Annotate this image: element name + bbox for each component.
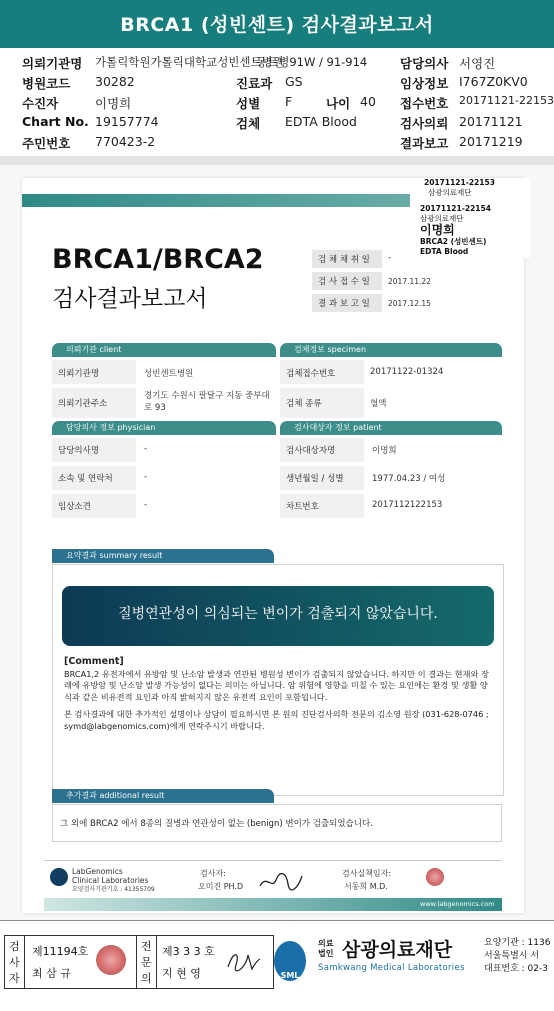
director-seal-icon [426, 868, 444, 886]
physician-key: 담당의사명 [58, 446, 100, 456]
physician-section-header [52, 421, 276, 435]
meta-key: 검사의뢰 [400, 116, 449, 131]
specimen-section-title: 검체정보 specimen [294, 345, 367, 354]
website: www.labgenomics.com [420, 900, 495, 908]
patient-value: 1977.04.23 / 여성 [372, 474, 446, 484]
physician-section-title: 담당의사 정보 physician [66, 423, 156, 432]
client-value: 경기도 수원시 팔달구 지동 중부대로 93 [144, 391, 270, 413]
meta-value: 20171219 [459, 134, 523, 149]
meta-ward: 동트병91W / 91-914 [256, 55, 368, 69]
sticker-name: 이명희 [420, 223, 455, 237]
org-info-line: 서울특별시 서 [484, 951, 540, 961]
physician-key: 임상소견 [58, 502, 91, 512]
meta-value: GS [285, 74, 303, 89]
org-info-line: 요양기관 : 1136 [484, 938, 551, 948]
physician-value: - [144, 500, 148, 510]
meta-table [0, 48, 554, 156]
director-name: 서동희 M.D. [344, 882, 388, 891]
label-char: 의 [141, 972, 152, 985]
meta-value: 이명희 [95, 96, 132, 111]
org-prefix [318, 939, 333, 959]
client-key: 의뢰기관명 [58, 369, 100, 379]
separator [0, 156, 554, 165]
meta-value: F [285, 94, 293, 109]
org-name: 삼광의료재단 [342, 939, 453, 961]
comment-paragraph: BRCA1,2 유전자에서 유방암 및 난소암 발생과 연관된 병원성 변이가 검출되지 않았습니다. 하지만 이 결과는 현재와 장래에 유방암 및 난소암 발생 가능성이 없다는 의미는 아닙니다. 암 위험에 영향을 미칠 수 있는 요인에는 환경 및 생활 양식과 같은 비유전적 요인과 아직 밝혀지지 않은 유전적 요인이 포함됩니다. [64, 668, 489, 702]
sticker-line: 20171121-22154 [420, 204, 491, 213]
org-name-en: Samkwang Medical Laboratories [318, 963, 465, 973]
specimen-value: 20171122-01324 [370, 367, 444, 377]
meta-key: 임상정보 [400, 76, 449, 91]
meta-key: 검체 [236, 116, 261, 131]
meta-key: 진료과 [236, 76, 273, 91]
comment-block [64, 656, 494, 732]
specimen-key: 검체 종류 [286, 399, 322, 409]
examiner-license: 제11194호 [32, 945, 89, 958]
additional-section-header [52, 789, 274, 803]
label-char: 문 [141, 956, 152, 969]
sml-logo-text: SML [280, 971, 300, 980]
meta-value: 가톨릭학원가톨릭대학교성빈센트병원 [95, 55, 284, 69]
meta-key: 주민번호 [22, 136, 71, 151]
patient-key: 차트번호 [286, 502, 319, 512]
patient-key: 생년월일 / 성별 [286, 474, 344, 484]
org-prefix-1: 의료 [318, 939, 334, 948]
meta-value: 20171121 [459, 114, 523, 129]
divider [136, 935, 137, 989]
specimen-value: 혈액 [370, 399, 387, 409]
meta-value: 30282 [95, 74, 135, 89]
date-key: 검 사 접 수 일 [318, 277, 370, 287]
date-key: 결 과 보 고 일 [318, 299, 370, 309]
meta-key: 담당의사 [400, 56, 449, 71]
lab-name-sub: Clinical Laboratories [72, 876, 149, 885]
meta-value: 서영진 [459, 56, 496, 71]
meta-key: 접수번호 [400, 96, 449, 111]
comment-title: [Comment] [64, 656, 124, 667]
date-value: - [388, 253, 392, 263]
org-info-line: 대표번호 : 02-3 [484, 964, 548, 974]
client-section-title: 의뢰기관 client [66, 345, 122, 354]
meta-key: Chart No. [22, 114, 89, 129]
physician-key: 소속 및 연락처 [58, 474, 113, 484]
additional-text: 그 외에 BRCA2 에서 8종의 질병과 연관성이 없는 (benign) 변이가 검출되었습니다. [60, 819, 373, 829]
meta-age-label: 나이 [326, 96, 351, 111]
divider [156, 935, 157, 989]
meta-value: EDTA Blood [285, 114, 357, 129]
sticker-line: 삼광의료재단 [428, 188, 472, 197]
divider [24, 935, 25, 989]
meta-value: 770423-2 [95, 134, 156, 149]
patient-value: 이명희 [372, 446, 397, 456]
sml-logo-icon [274, 941, 306, 981]
header-title: BRCA1 (성빈센트) 검사결과보고서 [120, 14, 434, 36]
meta-key: 결과보고 [400, 136, 449, 151]
specialist-license: 제3 3 3 호 [162, 945, 215, 958]
examiner-seal-icon [96, 945, 126, 975]
specialist-signature [222, 943, 262, 977]
meta-value: I767Z0KV0 [459, 74, 528, 89]
footer [0, 920, 554, 1001]
physician-value: - [144, 472, 148, 482]
examiner-label: 검사자: [200, 869, 226, 878]
patient-value: 2017112122153 [372, 500, 443, 510]
specimen-key: 검체접수번호 [286, 369, 336, 379]
examiner-name: 최 삼 규 [32, 967, 71, 980]
client-value: 성빈센트병원 [144, 369, 194, 379]
meta-value: 19157774 [95, 114, 159, 129]
specimen-section-header [280, 343, 502, 357]
sticker-line: 20171121-22153 [424, 178, 495, 187]
meta-key: 의뢰기관명 [22, 56, 83, 71]
summary-section-title: 요약결과 summary result [66, 551, 163, 560]
examiner-vertical-label [9, 939, 20, 987]
divider [44, 860, 502, 861]
report-title-ko: 검사결과보고서 [52, 286, 208, 312]
date-value: 2017.11.22 [388, 277, 431, 286]
client-section-header [52, 343, 276, 357]
client-key: 의뢰기관주소 [58, 399, 108, 409]
patient-key: 검사대상자명 [286, 446, 336, 456]
sticker-line: EDTA Blood [420, 247, 469, 256]
labgenomics-logo-icon [50, 868, 68, 886]
org-info [484, 937, 550, 976]
summary-section-header [52, 549, 274, 563]
meta-key: 수진자 [22, 96, 59, 111]
meta-key: 병원코드 [22, 76, 71, 91]
lab-name: LabGenomics [72, 867, 123, 876]
lab-code: 요양검사기관기호 : 41355709 [72, 886, 155, 893]
specialist-name: 지 현 영 [162, 967, 201, 980]
meta-key: 성별 [236, 96, 261, 111]
label-char: 검 [9, 940, 20, 953]
patient-section-title: 검사대상자 정보 patient [294, 423, 382, 432]
specimen-sticker [410, 178, 530, 258]
sticker-line: BRCA2 (성빈센트) [420, 237, 487, 246]
comment-paragraph: 본 검사결과에 대한 추가적인 설명이나 상담이 필요하시면 본 원의 진단검사의학 전문의 김소영 원장 (031-628-0746 ; symd@labgenomics.com)에게 연락주시기 바랍니다. [64, 709, 489, 731]
examiner-name: 오미진 PH.D [198, 882, 244, 891]
director-label: 검사실책임자: [342, 869, 392, 878]
summary-message-box [62, 586, 494, 646]
specialist-vertical-label [141, 939, 152, 987]
additional-section-title: 추가결과 additional result [66, 791, 165, 800]
patient-section-header [280, 421, 502, 435]
summary-message: 질병연관성이 의심되는 변이가 검출되지 않았습니다. [118, 606, 438, 622]
meta-age-value: 40 [360, 94, 376, 109]
label-char: 전 [141, 940, 152, 953]
label-char: 자 [9, 972, 20, 985]
date-key: 검 체 채 취 일 [318, 255, 370, 265]
lab-info [72, 867, 155, 894]
date-value: 2017.12.15 [388, 299, 431, 308]
org-prefix-2: 법인 [318, 949, 334, 958]
report-title-en: BRCA1/BRCA2 [52, 244, 264, 275]
report-header [0, 0, 554, 48]
meta-value: 20171121-22153 [459, 94, 554, 107]
sticker-line: 삼광의료재단 [420, 214, 464, 223]
physician-value: - [144, 444, 148, 454]
examiner-signature [256, 868, 306, 894]
label-char: 사 [9, 956, 20, 969]
